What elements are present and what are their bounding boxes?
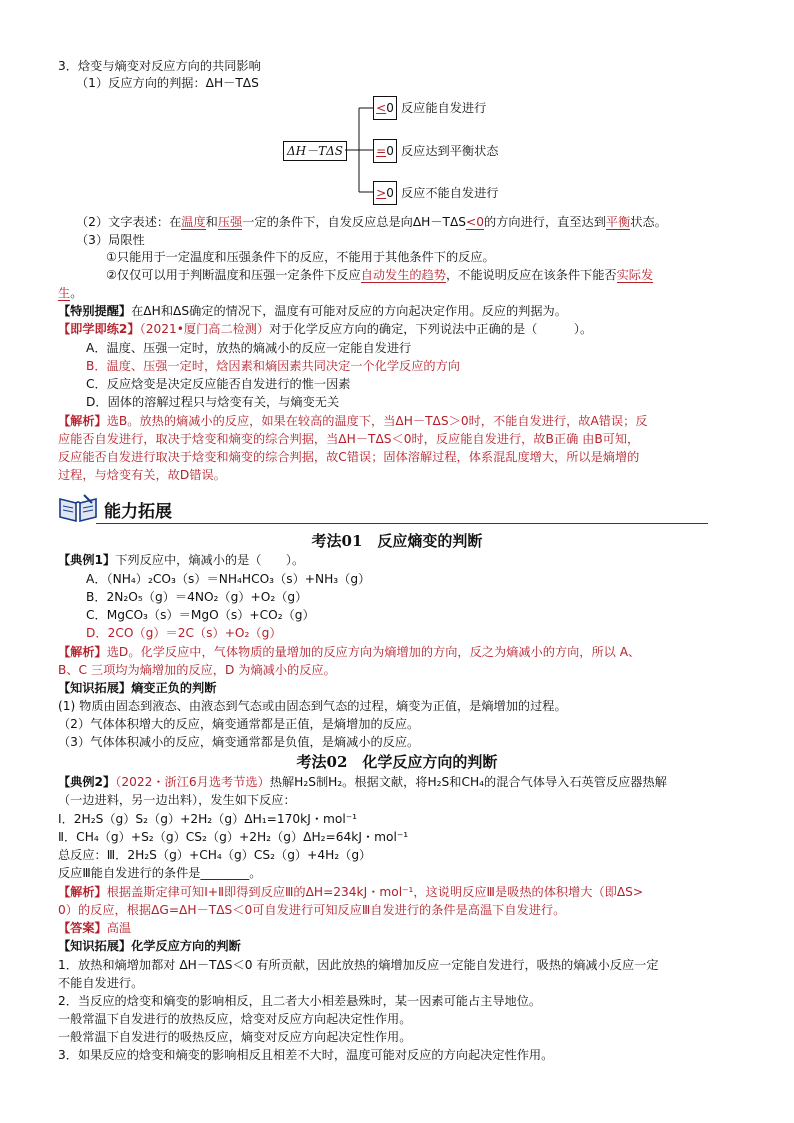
example-1-label: 【典例1】 — [58, 553, 116, 567]
example-2-source: （2022・浙江6月选考节选） — [115, 775, 270, 789]
zero-value: 0 — [386, 186, 394, 200]
keyword-trend: 自动发生的趋势 — [360, 268, 446, 282]
practice-answer-line-1: 【解析】选B。放热的熵减小的反应，如果在较高的温度下，当ΔH－TΔS＞0时，不能自发进行，故A错误；反 — [58, 414, 648, 428]
key-label: 【答案】 — [58, 921, 107, 935]
example-1-option-b: B．2N₂O₅（g）＝4NO₂（g）+O₂（g） — [86, 590, 308, 604]
example-2-question-1: 【典例2】（2022・浙江6月选考节选）热解H₂S制H₂。根据文献，将H₂S和CH₄的混合气体导入石英管反应器热解 — [58, 775, 667, 789]
knowledge-ext-1-item-1: (1) 物质由固态到液态、由液态到气态或由固态到气态的过程，熵变为正值，是熵增加的过程。 — [58, 699, 567, 713]
example-2-blank: 反应Ⅲ能自发进行的条件是________。 — [58, 866, 262, 880]
answer-label: 【解析】 — [58, 885, 107, 899]
practice-option-a: A．温度、压强一定时，放热的熵减小的反应一定能自发进行 — [86, 341, 412, 355]
answer-label: 【解析】 — [58, 645, 107, 659]
knowledge-ext-1-item-2: （2）气体体积增大的反应，熵变通常都是正值，是熵增加的反应。 — [58, 717, 420, 731]
knowledge-ext-2-item-5: 3．如果反应的焓变和熵变的影响相反且相差不大时，温度可能对反应的方向起决定性作用。 — [58, 1048, 554, 1062]
subsection-1: （1）反应方向的判据：ΔH－TΔS — [76, 76, 259, 90]
reaction-3: 总反应：Ⅲ．2H₂S（g）+CH₄（g）CS₂（g）+4H₂（g） — [58, 848, 372, 862]
example-1-question: 【典例1】下列反应中，熵减小的是（ ）。 — [58, 553, 305, 567]
keyword-less-than-zero: <0 — [466, 215, 485, 229]
topic-2-title: 考法02 化学反应方向的判断 — [296, 753, 498, 771]
example-1-option-c: C．MgCO₃（s）＝MgO（s）+CO₂（g） — [86, 608, 315, 622]
keyword-temperature: 温度 — [181, 215, 206, 229]
tip-label: 【特别提醒】 — [58, 304, 132, 318]
knowledge-ext-1-item-3: （3）气体体积减小的反应，熵变通常都是负值，是熵减小的反应。 — [58, 735, 420, 749]
example-1-answer-2: B、C 三项均为熵增加的反应，D 为熵减小的反应。 — [58, 663, 336, 677]
practice-question-text: 对于化学反应方向的确定，下列说法中正确的是（ ）。 — [269, 322, 593, 336]
criterion-text-equilibrium: 反应达到平衡状态 — [401, 144, 499, 158]
criterion-box-positive — [373, 181, 397, 205]
practice-option-c: C．反应焓变是决定反应能否自发进行的惟一因素 — [86, 377, 351, 391]
tip-text: 在ΔH和ΔS确定的情况下，温度有可能对反应的方向起决定作用。反应的判据为。 — [131, 304, 567, 318]
knowledge-ext-2-label: 【知识拓展】化学反应方向的判断 — [58, 939, 241, 953]
practice-option-b: B．温度、压强一定时，焓因素和熵因素共同决定一个化学反应的方向 — [86, 359, 460, 373]
bracket-lines — [345, 100, 375, 200]
limitation-1: ①只能用于一定温度和压强条件下的反应，不能用于其他条件下的反应。 — [106, 250, 495, 264]
subsection-3: （3）局限性 — [76, 233, 145, 247]
practice-question — [58, 321, 592, 337]
zero-value: 0 — [386, 144, 394, 158]
knowledge-ext-2-item-1: 1．放热和熵增加都对 ΔH－TΔS＜0 有所贡献，因此放热的熵增加反应一定能自发进行，吸热的熵减小反应一定 — [58, 958, 659, 972]
criterion-box-negative — [373, 96, 397, 120]
zero-value: 0 — [386, 101, 394, 115]
ability-title: 能力拓展 — [104, 502, 172, 522]
keyword-actual-cont: 生 — [58, 286, 71, 300]
practice-answer-line-4: 过程，与焓变有关，故D错误。 — [58, 468, 226, 482]
answer-label: 【解析】 — [58, 414, 107, 428]
ability-header — [56, 491, 708, 527]
subsection-2: （2）文字表述：在温度和压强一定的条件下，自发反应总是向ΔH－TΔS<0的方向进行，直至达到平衡状态。 — [76, 215, 667, 229]
limitation-2: ②仅仅可以用于判断温度和压强一定条件下反应自动发生的趋势，不能说明反应在该条件下能否实际发 — [106, 268, 654, 282]
example-2-label: 【典例2】 — [58, 775, 116, 789]
knowledge-ext-1-label: 【知识拓展】熵变正负的判断 — [58, 681, 217, 695]
key-text: 高温 — [106, 921, 132, 935]
limitation-2-cont: 生。 — [58, 286, 83, 300]
ability-underline — [96, 523, 708, 524]
practice-answer-line-2: 应能否自发进行，取决于焓变和熵变的综合判据，当ΔH－TΔS＜0时，反应能自发进行，故B正确 由B可知， — [58, 432, 640, 446]
criterion-text-nonspontaneous: 反应不能自发进行 — [401, 186, 499, 200]
example-1-option-a: A．（NH₄）₂CO₃（s）＝NH₄HCO₃（s）+NH₃（g） — [86, 572, 371, 586]
reaction-2: Ⅱ．CH₄（g）+S₂（g）CS₂（g）+2H₂（g）ΔH₂=64kJ・mol⁻¹ — [58, 830, 409, 844]
example-2-question-2: （一边进料，另一边出料），发生如下反应： — [58, 793, 296, 807]
example-2-key — [58, 920, 131, 936]
practice-answer-line-3: 反应能否自发进行取决于焓变和熵变的综合判据，故C错误；固体溶解过程，体系混乱度增大，所以是熵增的 — [58, 450, 640, 464]
knowledge-ext-2-item-1b: 不能自发进行。 — [58, 976, 144, 990]
less-than-symbol: < — [376, 101, 387, 115]
keyword-equilibrium: 平衡 — [605, 215, 631, 229]
practice-source: （2021•厦门高二检测） — [139, 322, 270, 336]
reaction-1: Ⅰ．2H₂S（g）S₂（g）+2H₂（g）ΔH₁=170kJ・mol⁻¹ — [58, 812, 358, 826]
open-book-icon — [58, 493, 98, 523]
section-title: 3．焓变与熵变对反应方向的共同影响 — [58, 59, 261, 73]
criterion-box-zero — [373, 139, 397, 163]
criterion-text-spontaneous: 反应能自发进行 — [401, 101, 487, 115]
topic-1-title: 考法01 反应熵变的判断 — [311, 532, 483, 550]
equal-symbol: = — [376, 144, 387, 158]
practice-option-d: D．固体的溶解过程只与焓变有关，与熵变无关 — [86, 395, 340, 409]
knowledge-ext-2-item-3: 一般常温下自发进行的放热反应，焓变对反应方向起决定性作用。 — [58, 1012, 412, 1026]
special-tip — [58, 303, 567, 319]
example-2-answer-1: 【解析】根据盖斯定律可知Ⅰ+Ⅱ即得到反应Ⅲ的ΔH=234kJ・mol⁻¹，这说明反应Ⅲ是吸热的体积增大（即ΔS> — [58, 885, 644, 899]
greater-than-symbol: > — [376, 186, 387, 200]
example-1-answer-1: 【解析】选D。化学反应中，气体物质的量增加的反应方向为熵增加的方向，反之为熵减小的方向，所以 A、 — [58, 645, 641, 659]
practice-label: 【即学即练2】 — [58, 322, 140, 336]
knowledge-ext-2-item-4: 一般常温下自发进行的吸热反应，熵变对反应方向起决定性作用。 — [58, 1030, 412, 1044]
example-2-answer-2: 0）的反应，根据ΔG=ΔH－TΔS＜0可自发进行可知反应Ⅲ自发进行的条件是高温下自发进行。 — [58, 903, 566, 917]
criterion-center-box: ΔH－TΔS — [283, 141, 347, 161]
example-1-option-d: D．2CO（g）＝2C（s）+O₂（g） — [86, 626, 282, 640]
keyword-pressure: 压强 — [217, 215, 243, 229]
keyword-actual: 实际发 — [616, 268, 654, 282]
knowledge-ext-2-item-2: 2．当反应的焓变和熵变的影响相反，且二者大小相差悬殊时，某一因素可能占主导地位。 — [58, 994, 542, 1008]
